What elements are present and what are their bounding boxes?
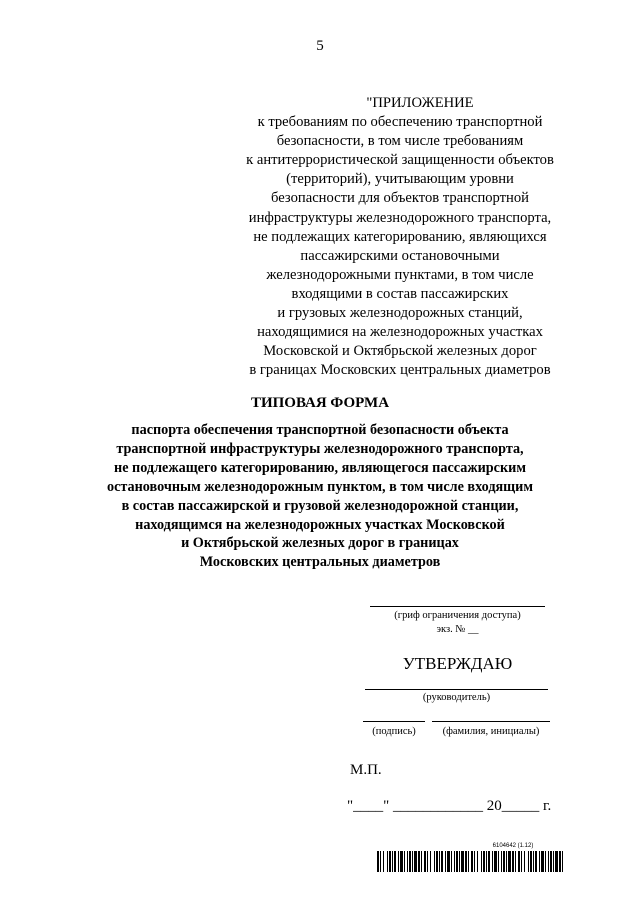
- appendix-line: к требованиям по обеспечению транспортной: [257, 114, 543, 131]
- head-line: [365, 689, 548, 690]
- passport-line: паспорта обеспечения транспортной безопасности объекта: [131, 422, 509, 438]
- document-code: 6104642 (1.12): [492, 843, 534, 849]
- appendix-line: находящимися на железнодорожных участках: [257, 324, 543, 341]
- approve-heading: УТВЕРЖДАЮ: [402, 654, 513, 673]
- page-number: 5: [316, 38, 324, 54]
- access-stamp-caption: (гриф ограничения доступа): [394, 610, 521, 621]
- date-line: "____" ____________ 20_____ г.: [347, 798, 552, 814]
- appendix-line: безопасности для объектов транспортной: [271, 190, 529, 207]
- passport-line: транспортной инфраструктуры железнодорожного транспорта,: [116, 440, 524, 457]
- passport-line: остановочным железнодорожным пунктом, в том числе входящим: [106, 478, 533, 495]
- appendix-title: "ПРИЛОЖЕНИЕ: [366, 95, 474, 111]
- appendix-line: и грузовых железнодорожных станций,: [277, 305, 523, 322]
- appendix-block: [230, 94, 570, 380]
- barcode: [377, 851, 564, 872]
- passport-line: не подлежащего категорированию, являющегося пассажирским: [114, 459, 526, 476]
- signature-caption: (подпись): [372, 726, 416, 737]
- passport-title-block: [90, 421, 550, 572]
- appendix-line: безопасности, в том числе требованиям: [276, 133, 524, 150]
- signature-line: [363, 721, 425, 722]
- appendix-line: железнодорожными пунктами, в том числе: [266, 266, 534, 283]
- appendix-line: не подлежащих категорированию, являющихся: [253, 228, 547, 245]
- copy-number: экз. № __: [436, 624, 479, 635]
- appendix-line: пассажирскими остановочными: [300, 247, 500, 264]
- passport-line: и Октябрьской железных дорог в границах: [181, 535, 459, 552]
- appendix-line: к антитеррористической защищенности объектов: [246, 152, 554, 169]
- name-caption: (фамилия, инициалы): [442, 726, 540, 737]
- seal-label: М.П.: [350, 762, 382, 778]
- appendix-line: (территорий), учитывающим уровни: [286, 171, 514, 188]
- form-title: ТИПОВАЯ ФОРМА: [250, 395, 390, 411]
- name-line: [432, 721, 550, 722]
- access-stamp-line: [370, 606, 545, 607]
- passport-line: находящимся на железнодорожных участках Московской: [135, 516, 505, 533]
- passport-line: Московских центральных диаметров: [199, 554, 441, 571]
- appendix-line: в границах Московских центральных диаметров: [249, 362, 551, 379]
- head-caption: (руководитель): [422, 692, 491, 703]
- passport-line: в состав пассажирской и грузовой железнодорожной станции,: [121, 497, 519, 514]
- appendix-line: входящими в состав пассажирских: [291, 285, 509, 302]
- appendix-line: инфраструктуры железнодорожного транспорта,: [248, 209, 552, 226]
- appendix-line: Московской и Октябрьской железных дорог: [263, 343, 537, 360]
